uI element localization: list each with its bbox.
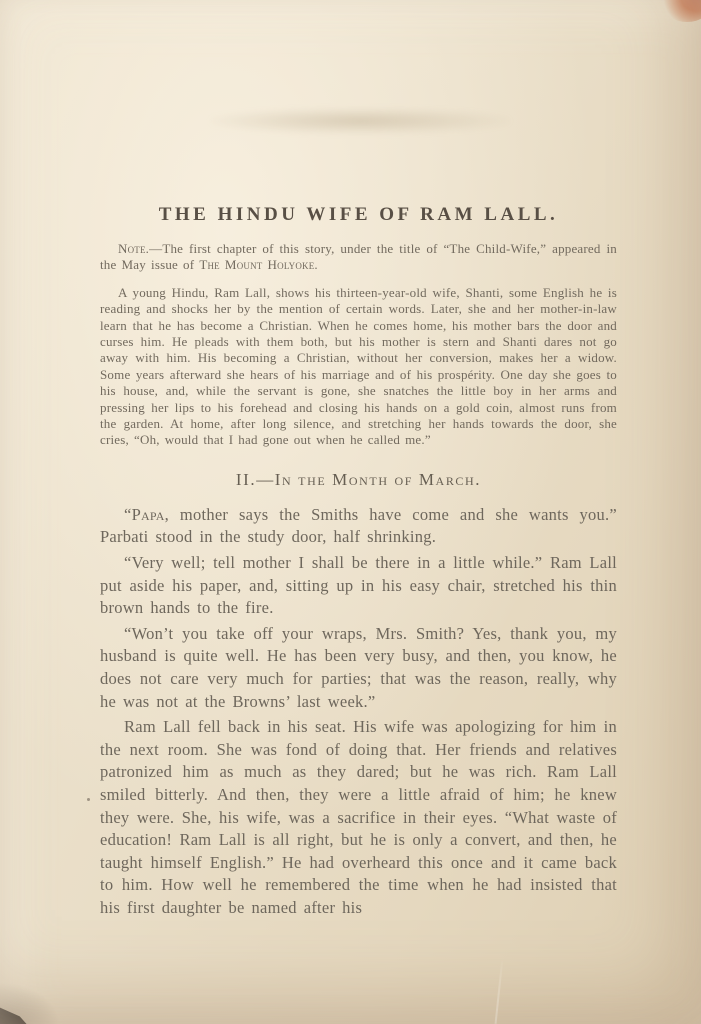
story-paragraph: Ram Lall fell back in his seat. His wife was apologizing for him in the next room. She was fond of doing that. Her friends and relatives patronized him as much as they dared; but he was rich. Ram Lall smiled bitterly. And then, they were a little afraid of him; he knew they were. She, his wife, was a sacrifice in their eyes. “What waste of education! Ram Lall is all right, but he is only a convert, and then, he taught himself English.” He had overheard this once and it came back to him. How well he remembered the time when he had insisted that his first daughter be named after his <box>100 717 617 917</box>
quote-open: “ <box>124 504 132 524</box>
reverse-page-showthrough <box>210 108 510 134</box>
note-end: . <box>314 257 318 273</box>
chapter-title: THE HINDU WIFE OF RAM LALL. <box>158 204 559 225</box>
story-paragraph: “Won’t you take off your wraps, Mrs. Smith? Yes, thank you, my husband is quite well. He has been very busy, and then, you know, he does not care very much for parties; that was the reason, really, why he was not at the Browns’ last week.” <box>100 623 617 711</box>
ink-speck <box>87 798 90 801</box>
page-text-block <box>100 204 617 920</box>
editor-note <box>100 241 617 274</box>
note-label: Note. <box>118 241 150 256</box>
paragraph-text: , mother says the Smiths have come and she wants you.” Parbati stood in the study door, half shrinking. <box>100 504 617 547</box>
story-paragraph <box>100 504 617 549</box>
story-synopsis: A young Hindu, Ram Lall, shows his thirteen-year-old wife, Shanti, some English he is reading and shocks her by the mention of certain words. Later, she and her mother-in-law learn that he has become a Christian. When he comes home, his mother bars the door and curses him. He pleads with them both, but his mother is stern and Shanti dares not go away with him. His becoming a Christian, without her conversion, makes her a widow. Some years afterward she hears of his marriage and of his prospérity. One day she goes to his house, and, while the servant is gone, she snatches the little boy in her arms and pressing her lips to his forehead and closing his hands on a gold coin, almost runs from the garden. At home, after long silence, and stretching her hands towards the door, she cries, “Oh, would that I had gone out when he called me.” <box>100 284 617 448</box>
paper-crease <box>495 958 504 1024</box>
page-corner-stain <box>663 0 701 22</box>
magazine-name: The Mount Holyoke <box>199 257 315 273</box>
note-body: —The first chapter of this story, under the title of “The Child-Wife,” appeared in the May issue of <box>100 241 617 273</box>
paragraph-smallcaps-word: Papa <box>131 504 165 524</box>
story-paragraph: “Very well; tell mother I shall be there in a little while.” Ram Lall put aside his paper, and, sitting up in his easy chair, stretched his thin brown hands to the fire. <box>100 553 617 618</box>
section-heading: II.—In the Month of March. <box>235 469 482 489</box>
